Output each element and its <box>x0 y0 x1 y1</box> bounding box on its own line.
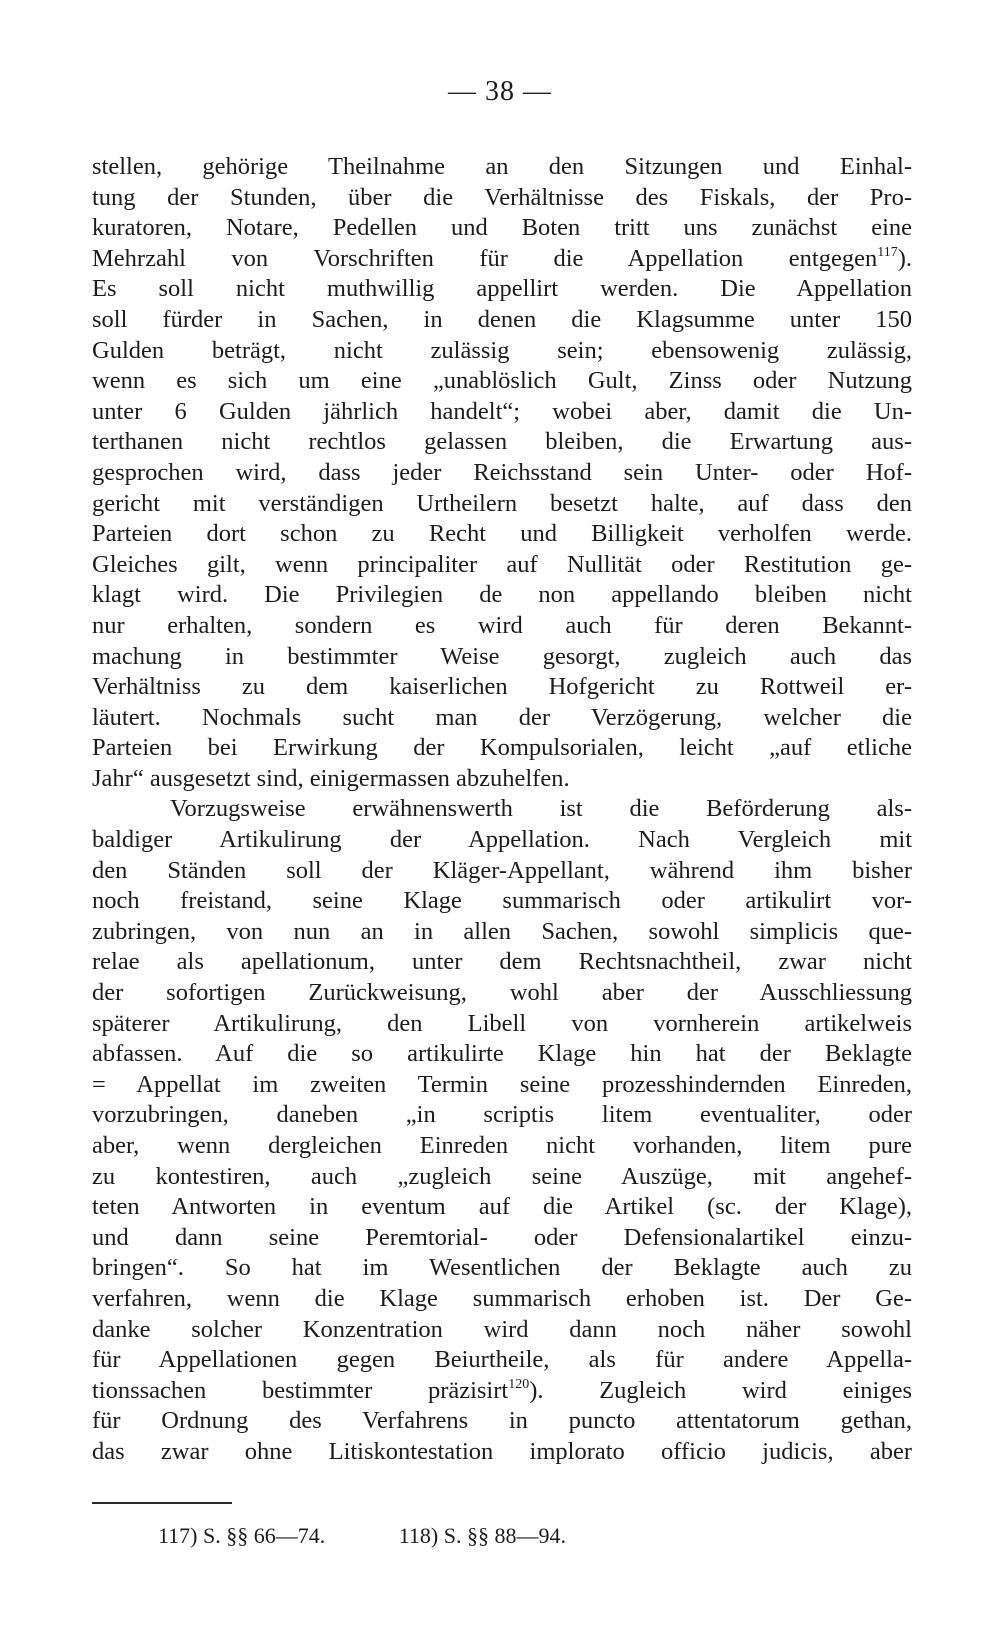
text-line-with-footnote <box>92 1376 912 1407</box>
text-line: der sofortigen Zurückweisung, wohl aber der Ausschliessung <box>92 979 912 1007</box>
footnote-ref-120: 120 <box>508 1376 530 1392</box>
text-line: gericht mit verständigen Urtheilern besetzt halte, auf dass den <box>92 489 912 517</box>
text-line-with-footnote <box>92 244 912 275</box>
text-line: bringen“. So hat im Wesentlichen der Beklagte auch zu <box>92 1254 912 1282</box>
text-line: wenn es sich um eine „unablöslich Gult, Zinss oder Nutzung <box>92 367 912 395</box>
text-line: zu kontestiren, auch „zugleich seine Auszüge, mit angehef- <box>92 1162 912 1190</box>
text-line: Verhältniss zu dem kaiserlichen Hofgericht zu Rottweil er- <box>92 673 912 701</box>
text-segment: ). <box>897 244 912 272</box>
footnote-118: 118) S. §§ 88—94. <box>398 1523 566 1548</box>
text-line: für Ordnung des Verfahrens in puncto attentatorum gethan, <box>92 1407 912 1435</box>
text-line: Parteien dort schon zu Recht und Billigkeit verholfen werde. <box>92 520 912 548</box>
footnote-117: 117) S. §§ 66—74. <box>158 1523 326 1548</box>
text-line: verfahren, wenn die Klage summarisch erhoben ist. Der Ge- <box>92 1284 912 1312</box>
text-segment: ). Zugleich wird einiges <box>529 1376 912 1404</box>
text-line: Jahr“ ausgesetzt sind, einigermassen abzuhelfen. <box>92 764 570 792</box>
text-line: klagt wird. Die Privilegien de non appellando bleiben nicht <box>92 581 912 609</box>
text-line: stellen, gehörige Theilnahme an den Sitzungen und Einhal- <box>92 153 912 180</box>
text-line-paragraph-start: Vorzugsweise erwähnenswerth ist die Beförderung als- <box>170 795 912 823</box>
text-line: baldiger Artikulirung der Appellation. Nach Vergleich mit <box>92 826 912 854</box>
text-line: danke solcher Konzentration wird dann noch näher sowohl <box>92 1315 912 1343</box>
text-line: zubringen, von nun an in allen Sachen, sowohl simplicis que- <box>92 917 912 945</box>
text-line: nur erhalten, sondern es wird auch für deren Bekannt- <box>92 611 912 639</box>
text-line: das zwar ohne Litiskontestation implorato officio judicis, aber <box>92 1437 912 1465</box>
text-line: abfassen. Auf die so artikulirte Klage hin hat der Beklagte <box>92 1040 912 1068</box>
text-line: terthanen nicht rechtlos gelassen bleiben, die Erwartung aus- <box>92 428 912 456</box>
text-line: den Ständen soll der Kläger-Appellant, während ihm bisher <box>92 856 912 884</box>
text-segment: tionssachen bestimmter präzisirt <box>92 1376 509 1404</box>
text-line: = Appellat im zweiten Termin seine prozesshindernden Einreden, <box>92 1070 912 1098</box>
main-text <box>92 152 912 1468</box>
page-number: — 38 — <box>448 76 552 107</box>
footnote-divider <box>92 1502 232 1504</box>
footnote-ref-117: 117 <box>877 244 898 260</box>
text-line: und dann seine Peremtorial- oder Defensionalartikel einzu- <box>92 1223 912 1251</box>
text-line: läutert. Nochmals sucht man der Verzögerung, welcher die <box>92 703 912 731</box>
text-line: Gleiches gilt, wenn principaliter auf Nullität oder Restitution ge- <box>92 550 912 578</box>
text-line: noch freistand, seine Klage summarisch oder artikulirt vor- <box>92 887 912 915</box>
text-line: für Appellationen gegen Beiurtheile, als für andere Appella- <box>92 1346 912 1374</box>
text-line: unter 6 Gulden jährlich handelt“; wobei aber, damit die Un- <box>92 397 912 425</box>
text-line: Gulden beträgt, nicht zulässig sein; ebensowenig zulässig, <box>92 336 912 364</box>
text-line: kuratoren, Notare, Pedellen und Boten tritt uns zunächst eine <box>92 214 912 242</box>
text-line: teten Antworten in eventum auf die Artikel (sc. der Klage), <box>92 1193 912 1221</box>
footnotes <box>158 1523 566 1549</box>
text-line: späterer Artikulirung, den Libell von vornherein artikelweis <box>92 1009 912 1037</box>
text-line: relae als apellationum, unter dem Rechtsnachtheil, zwar nicht <box>92 948 912 976</box>
text-line: Parteien bei Erwirkung der Kompulsorialen, leicht „auf etliche <box>92 734 912 762</box>
text-line: gesprochen wird, dass jeder Reichsstand sein Unter- oder Hof- <box>92 458 912 486</box>
text-line: aber, wenn dergleichen Einreden nicht vorhanden, litem pure <box>92 1132 912 1159</box>
text-segment: Mehrzahl von Vorschriften für die Appellation entgegen <box>92 244 878 272</box>
text-line: Es soll nicht muthwillig appellirt werden. Die Appellation <box>92 275 912 303</box>
text-line: tung der Stunden, über die Verhältnisse des Fiskals, der Pro- <box>92 183 912 211</box>
text-line: soll fürder in Sachen, in denen die Klagsumme unter 150 <box>92 305 912 333</box>
text-line: vorzubringen, daneben „in scriptis litem eventualiter, oder <box>92 1101 912 1129</box>
text-line: machung in bestimmter Weise gesorgt, zugleich auch das <box>92 642 912 670</box>
